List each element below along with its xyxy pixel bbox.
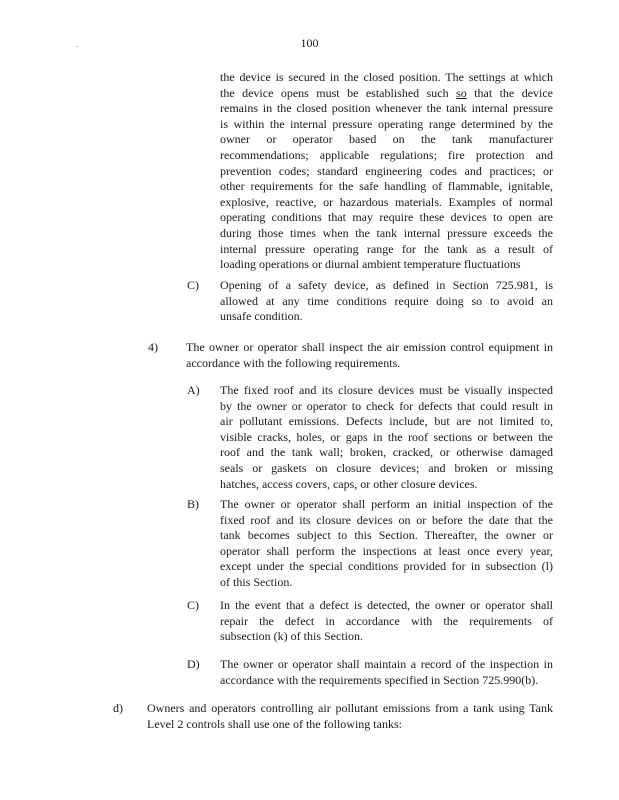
text-segment: unsafe condition. [220, 309, 303, 324]
text-line [186, 356, 553, 372]
text-line [220, 226, 553, 242]
text-line [220, 528, 553, 544]
text-segment: other requirements for the safe handling of flammable, ignitable, [220, 179, 553, 194]
item-4-paragraph [186, 340, 553, 371]
item-4a-paragraph [220, 383, 553, 492]
text-line [220, 242, 553, 258]
text-segment: accordance with the requirements specified in Section 725.990(b). [220, 672, 539, 687]
text-line [220, 309, 553, 325]
text-line [220, 575, 553, 591]
text-line [220, 257, 553, 273]
page-number: 100 [300, 36, 319, 50]
text-line [220, 70, 553, 86]
item-4d-paragraph [220, 657, 553, 688]
item-c-paragraph [220, 278, 553, 325]
item-4c-paragraph [220, 598, 553, 645]
item-c-label: C) [187, 278, 199, 292]
text-line [220, 430, 553, 446]
text-line [220, 461, 553, 477]
text-segment: fixed roof and its closure devices on or before the date that the [220, 512, 553, 527]
text-segment: subsection (k) of this Section. [220, 629, 363, 644]
text-segment: allowed at any time conditions require doing so to avoid an [220, 293, 553, 308]
text-line [220, 673, 553, 689]
text-segment: Level 2 controls shall use one of the following tanks: [147, 716, 402, 731]
text-line [147, 717, 553, 733]
text-segment: explosive, reactive, or hazardous materials. Examples of normal [220, 194, 553, 209]
text-segment: loading operations or diurnal ambient temperature fluctuations [220, 257, 521, 272]
text-line [220, 195, 553, 211]
item-d-label: d) [113, 701, 123, 715]
text-line [220, 477, 553, 493]
text-segment: is within the internal pressure operating range determined by the [220, 116, 553, 131]
text-line [220, 86, 553, 102]
text-segment: Opening of a safety device, as defined in Section 725.981, is [220, 278, 553, 292]
text-segment: internal pressure operating range for the tank as a result of [220, 241, 553, 256]
text-line [220, 657, 553, 673]
item-4c-label: C) [187, 598, 199, 612]
text-line [220, 278, 553, 294]
text-segment: visible cracks, holes, or gaps in the roof sections or between the [220, 429, 553, 444]
text-line [147, 701, 553, 717]
text-segment: except under the special conditions provided for in subsection (l) [220, 559, 553, 574]
text-line [220, 132, 553, 148]
text-segment: the device opens must be established such [220, 85, 457, 100]
text-line [220, 148, 553, 164]
text-segment: by the owner or operator to check for defects that could result in [220, 398, 553, 413]
text-line [220, 445, 553, 461]
item-4b-paragraph [220, 497, 553, 591]
item-d-paragraph [147, 701, 553, 732]
text-segment: air pollutant emissions. Defects include, but are not limited to, [220, 414, 553, 429]
text-segment: The owner or operator shall inspect the air emission control equipment in [186, 340, 553, 354]
text-segment: roof and the tank wall; broken, cracked, or otherwise damaged [220, 445, 553, 460]
text-line [220, 559, 553, 575]
stray-mark: . [76, 40, 78, 49]
item-4-label: 4) [148, 340, 158, 354]
text-line [220, 544, 553, 560]
text-line [220, 399, 553, 415]
text-segment: The fixed roof and its closure devices must be visually inspected [220, 383, 553, 397]
text-line [220, 513, 553, 529]
text-segment: owner or operator based on the tank manufacturer [220, 132, 553, 147]
text-segment: operating conditions that may require these devices to open are [220, 210, 553, 225]
text-line [220, 164, 553, 180]
text-segment: Owners and operators controlling air pollutant emissions from a tank using Tank [147, 701, 553, 715]
text-segment: The owner or operator shall perform an initial inspection of the [220, 497, 553, 511]
text-segment: of this Section. [220, 574, 293, 589]
text-line [220, 179, 553, 195]
text-line [220, 598, 553, 614]
text-segment: repair the defect in accordance with the requirements of [220, 613, 553, 628]
text-line [220, 294, 553, 310]
text-line [220, 117, 553, 133]
text-segment: hatches, access covers, caps, or other closure devices. [220, 476, 478, 491]
text-segment: prevention codes; standard engineering codes and practices; or [220, 163, 553, 178]
text-segment: recommendations; applicable regulations; fire protection and [220, 147, 553, 162]
text-segment: operator shall perform the inspections at least once every year, [220, 543, 553, 558]
text-line [220, 629, 553, 645]
text-segment: The owner or operator shall maintain a record of the inspection in [220, 657, 553, 671]
item-4a-label: A) [187, 383, 200, 397]
item-4b-label: B) [187, 497, 199, 511]
text-line [220, 497, 553, 513]
text-line [220, 414, 553, 430]
text-line [220, 383, 553, 399]
text-segment: tank becomes subject to this Section. Thereafter, the owner or [220, 528, 553, 543]
text-segment: the device is secured in the closed position. The settings at which [220, 70, 553, 84]
text-line [220, 614, 553, 630]
continuation-paragraph [220, 70, 553, 273]
text-line [220, 101, 553, 117]
text-line [220, 210, 553, 226]
item-4d-label: D) [187, 657, 200, 671]
text-segment: In the event that a defect is detected, the owner or operator shall [220, 598, 553, 612]
text-segment: remains in the closed position whenever the tank internal pressure [220, 101, 553, 116]
text-segment: seals or gaskets on closure devices; and broken or missing [220, 460, 553, 475]
text-segment: during those times when the tank internal pressure exceeds the [220, 225, 553, 240]
text-line [186, 340, 553, 356]
text-segment: that the device [466, 85, 554, 100]
underlined-text: so [456, 85, 467, 100]
text-segment: accordance with the following requirements. [186, 355, 401, 370]
